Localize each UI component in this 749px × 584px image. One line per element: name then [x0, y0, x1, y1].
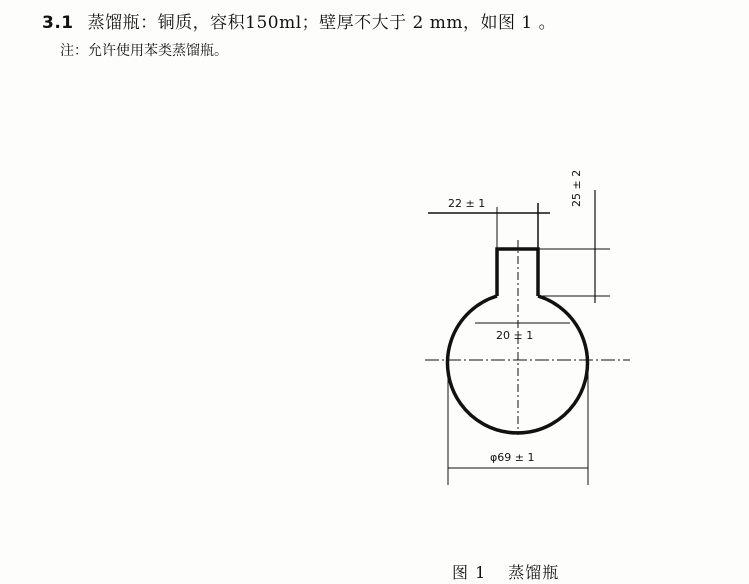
dim-neck-width: 22 ± 1 — [448, 197, 486, 210]
distillation-flask-figure — [400, 169, 649, 505]
figure-caption-label: 图 1 — [452, 563, 487, 582]
figure-caption-title: 蒸馏瓶 — [508, 563, 560, 582]
note-text: 注：允许使用苯类蒸馏瓶。 — [60, 43, 228, 59]
dim-bulb-diameter: φ69 ± 1 — [490, 451, 535, 464]
clause-3-1 — [42, 8, 556, 33]
clause-text: 蒸馏瓶：铜质，容积150ml；壁厚不大于 2 mm，如图 1 。 — [87, 13, 557, 33]
clause-number: 3.1 — [42, 13, 74, 33]
dim-neck-height: 25 ± 2 — [570, 169, 583, 207]
dim-neck-inner: 20 ± 1 — [496, 329, 534, 342]
figure-caption — [452, 560, 559, 583]
